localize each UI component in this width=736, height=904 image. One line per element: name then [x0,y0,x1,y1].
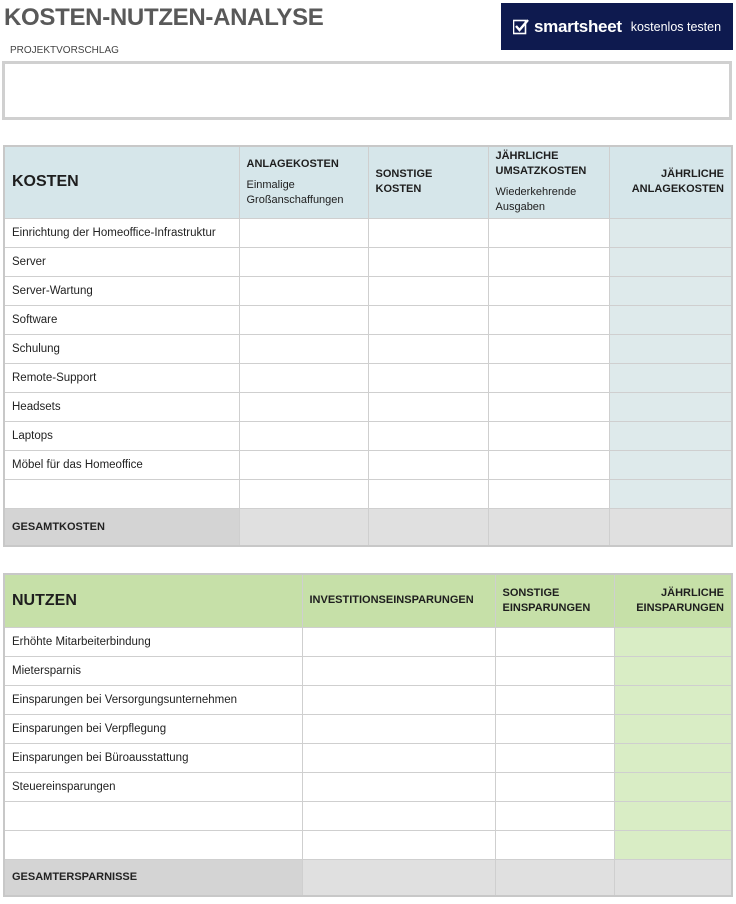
savings-cell[interactable] [302,627,495,656]
savings-cell[interactable] [495,627,614,656]
annual-cost-cell[interactable] [609,450,732,479]
savings-cell[interactable] [302,656,495,685]
cost-cell[interactable] [239,218,368,247]
cost-cell[interactable] [368,276,488,305]
col-asset-costs-sub: Einmalige Großanschaffungen [246,178,344,206]
cost-cell[interactable] [488,363,609,392]
row-label: Laptops [4,421,239,450]
annual-savings-cell[interactable] [614,627,732,656]
annual-savings-cell[interactable] [614,656,732,685]
total-row [4,859,732,896]
cost-cell[interactable] [488,305,609,334]
row-label: Einrichtung der Homeoffice-Infrastruktur [4,218,239,247]
cost-cell[interactable] [488,334,609,363]
cost-cell[interactable] [368,305,488,334]
col-annual-revenue-costs-sub: Wiederkehrende Ausgaben [495,186,577,214]
annual-savings-cell[interactable] [614,714,732,743]
table-row [4,830,732,859]
annual-cost-cell[interactable] [609,276,732,305]
table-row [4,421,732,450]
savings-cell[interactable] [302,714,495,743]
col-annual-savings: JÄHRLICHE EINSPARUNGEN [614,574,732,627]
savings-cell[interactable] [302,772,495,801]
savings-cell[interactable] [495,743,614,772]
cost-cell[interactable] [488,276,609,305]
row-label: Headsets [4,392,239,421]
savings-cell[interactable] [302,685,495,714]
savings-cell[interactable] [302,743,495,772]
costs-table [3,145,733,547]
col-asset-costs [239,146,368,218]
cost-cell[interactable] [368,450,488,479]
cost-cell[interactable] [488,218,609,247]
row-label: Steuereinsparungen [4,772,302,801]
table-row [4,743,732,772]
cost-cell[interactable] [239,247,368,276]
row-label: Remote-Support [4,363,239,392]
annual-cost-cell[interactable] [609,421,732,450]
cost-cell[interactable] [239,479,368,508]
smartsheet-check-icon [513,19,529,35]
annual-cost-cell[interactable] [609,247,732,276]
row-label: Einsparungen bei Verpflegung [4,714,302,743]
row-label: Mietersparnis [4,656,302,685]
table-row [4,334,732,363]
table-row [4,627,732,656]
table-row [4,276,732,305]
annual-savings-cell[interactable] [614,801,732,830]
cost-cell[interactable] [368,334,488,363]
table-row [4,801,732,830]
cost-cell[interactable] [239,421,368,450]
benefits-table [3,573,733,897]
logo-brand: smartsheet [534,16,622,36]
total-row [4,508,732,546]
smartsheet-trial-button[interactable] [501,3,733,50]
annual-cost-cell[interactable] [609,334,732,363]
table-row [4,772,732,801]
cost-cell[interactable] [239,363,368,392]
savings-cell[interactable] [302,801,495,830]
table-row [4,247,732,276]
total-cell [488,508,609,546]
annual-cost-cell[interactable] [609,218,732,247]
annual-cost-cell[interactable] [609,363,732,392]
table-row [4,218,732,247]
annual-cost-cell[interactable] [609,305,732,334]
cost-cell[interactable] [368,479,488,508]
table-row [4,656,732,685]
logo-cta: kostenlos testen [630,19,722,34]
col-investment-savings: INVESTITIONSEINSPARUNGEN [302,574,495,627]
benefits-title: NUTZEN [4,574,302,627]
col-annual-revenue-costs-label: JÄHRLICHE UMSATZKOSTEN [495,150,587,178]
row-label: Möbel für das Homeoffice [4,450,239,479]
table-row [4,479,732,508]
col-asset-costs-label: ANLAGEKOSTEN [246,157,339,170]
row-label: Server-Wartung [4,276,239,305]
cost-cell[interactable] [488,450,609,479]
table-row [4,363,732,392]
cost-cell[interactable] [368,392,488,421]
table-row [4,305,732,334]
row-label: Einsparungen bei Büroausstattung [4,743,302,772]
row-label: Schulung [4,334,239,363]
cost-cell[interactable] [368,218,488,247]
table-row [4,714,732,743]
cost-cell[interactable] [368,363,488,392]
table-row [4,392,732,421]
annual-cost-cell[interactable] [609,479,732,508]
total-savings-label: GESAMTERSPARNISSE [4,859,302,896]
row-label[interactable] [4,801,302,830]
total-cell [495,859,614,896]
cost-cell[interactable] [368,247,488,276]
row-label: Software [4,305,239,334]
cost-cell[interactable] [368,421,488,450]
cost-cell[interactable] [488,479,609,508]
savings-cell[interactable] [495,656,614,685]
cost-cell[interactable] [488,421,609,450]
costs-title: KOSTEN [4,146,239,218]
col-annual-asset-costs: JÄHRLICHE ANLAGEKOSTEN [609,146,732,218]
col-other-savings: SONSTIGE EINSPARUNGEN [495,574,614,627]
cost-cell[interactable] [239,276,368,305]
row-label[interactable] [4,830,302,859]
total-cell [302,859,495,896]
row-label[interactable] [4,479,239,508]
col-other-costs: SONSTIGE KOSTEN [368,146,488,218]
row-label: Erhöhte Mitarbeiterbindung [4,627,302,656]
savings-cell[interactable] [495,830,614,859]
cost-cell[interactable] [239,392,368,421]
savings-cell[interactable] [495,714,614,743]
cost-cell[interactable] [488,247,609,276]
annual-savings-cell[interactable] [614,685,732,714]
total-costs-label: GESAMTKOSTEN [4,508,239,546]
total-annual-cost-cell [609,508,732,546]
cost-cell[interactable] [239,334,368,363]
col-annual-revenue-costs [488,146,609,218]
page-title: KOSTEN-NUTZEN-ANALYSE [4,4,324,31]
savings-cell[interactable] [495,772,614,801]
total-cell [368,508,488,546]
annual-cost-cell[interactable] [609,392,732,421]
annual-savings-cell[interactable] [614,743,732,772]
savings-cell[interactable] [302,830,495,859]
table-row [4,450,732,479]
table-row [4,685,732,714]
project-proposal-field[interactable] [2,61,732,120]
row-label: Einsparungen bei Versorgungsunternehmen [4,685,302,714]
annual-savings-cell[interactable] [614,772,732,801]
savings-cell[interactable] [495,685,614,714]
total-annual-savings-cell [614,859,732,896]
row-label: Server [4,247,239,276]
total-cell [239,508,368,546]
annual-savings-cell[interactable] [614,830,732,859]
savings-cell[interactable] [495,801,614,830]
project-proposal-label: PROJEKTVORSCHLAG [10,45,119,56]
cost-cell[interactable] [488,392,609,421]
cost-cell[interactable] [239,305,368,334]
cost-cell[interactable] [239,450,368,479]
